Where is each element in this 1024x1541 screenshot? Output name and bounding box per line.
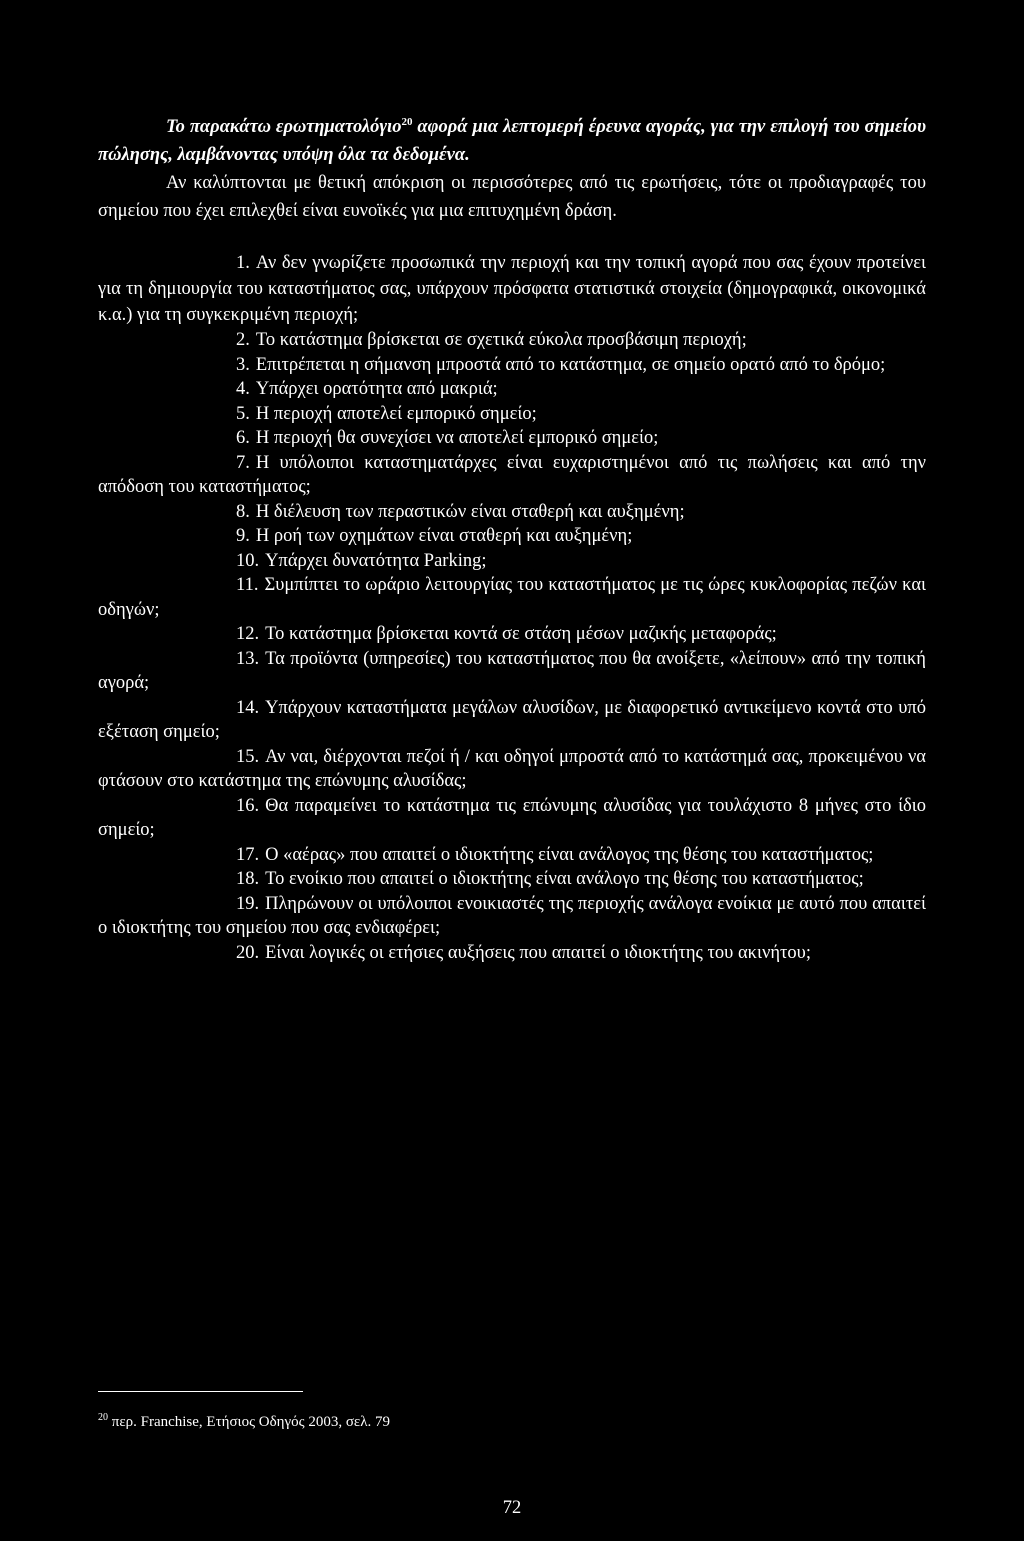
- footnote-text: περ. Franchise, Ετήσιος Οδηγός 2003, σελ. 79: [108, 1414, 390, 1430]
- questionnaire-list: [98, 250, 926, 965]
- intro-bold-text-end: αφορά μια λεπτομερή έρευνα αγοράς, για την επιλογή του σημείου πώλησης, λαμβάνοντας υπόψη όλα τα δεδομένα.: [98, 117, 927, 165]
- question-number: 16.: [236, 795, 260, 816]
- question-text: Είναι λογικές οι ετήσιες αυξήσεις που απαιτεί ο ιδιοκτήτης του ακινήτου;: [265, 942, 811, 963]
- question-text: Η ροή των οχημάτων είναι σταθερή και αυξημένη;: [255, 526, 633, 546]
- question-number: 15.: [236, 746, 260, 767]
- question-item: [98, 573, 926, 622]
- question-number: 14.: [236, 697, 260, 718]
- question-text: Επιτρέπεται η σήμανση μπροστά από το κατάστημα, σε σημείο ορατό από το δρόμο;: [255, 354, 886, 375]
- question-item: [98, 696, 926, 745]
- question-number: 18.: [236, 869, 260, 889]
- question-item: [98, 524, 926, 549]
- question-number: 1.: [236, 253, 250, 273]
- question-text: Η περιοχή θα συνεχίσει να αποτελεί εμπορικό σημείο;: [255, 428, 659, 448]
- question-text: Τα προϊόντα (υπηρεσίες) του καταστήματος που θα ανοίξετε, «λείπουν» από την τοπική αγορά;: [98, 648, 926, 693]
- question-text: Η υπόλοιποι καταστηματάρχες είναι ευχαριστημένοι από τις πωλήσεις και από την απόδοση του καταστήματος;: [98, 452, 926, 497]
- question-text: Η περιοχή αποτελεί εμπορικό σημείο;: [255, 403, 537, 424]
- intro-bold-text-start: Το παρακάτω ερωτηματολόγιο: [166, 117, 402, 137]
- question-item: [98, 647, 926, 696]
- question-text: Το κατάστημα βρίσκεται σε σχετικά εύκολα προσβάσιμη περιοχή;: [255, 330, 747, 350]
- question-text: Αν ναι, διέρχονται πεζοί ή / και οδηγοί μπροστά από το κατάστημά σας, προκειμένου να φτάσουν στο κατάστημα της επώνυμης αλυσίδας;: [98, 746, 926, 791]
- question-number: 2.: [236, 330, 250, 350]
- question-number: 17.: [236, 844, 260, 865]
- question-item: [98, 353, 926, 378]
- question-number: 3.: [236, 354, 250, 375]
- question-text: Το κατάστημα βρίσκεται κοντά σε στάση μέσων μαζικής μεταφοράς;: [265, 624, 777, 644]
- question-item: [98, 451, 926, 500]
- intro-section: [98, 113, 926, 225]
- question-item: [98, 250, 926, 328]
- question-number: 4.: [236, 379, 250, 399]
- question-number: 20.: [236, 942, 260, 963]
- question-text: Η διέλευση των περαστικών είναι σταθερή και αυξημένη;: [255, 501, 685, 522]
- question-item: [98, 377, 926, 402]
- question-number: 6.: [236, 428, 250, 448]
- question-text: Υπάρχουν καταστήματα μεγάλων αλυσίδων, με διαφορετικό αντικείμενο κοντά στο υπό εξέταση σημείο;: [98, 697, 926, 742]
- question-item: [98, 549, 926, 574]
- question-item: [98, 622, 926, 647]
- question-text: Συμπίπτει το ωράριο λειτουργίας του καταστήματος με τις ώρες κυκλοφορίας πεζών και οδηγών;: [98, 575, 926, 620]
- question-item: [98, 402, 926, 427]
- question-number: 8.: [236, 501, 250, 522]
- question-item: [98, 426, 926, 451]
- footnote-reference: 20: [401, 115, 413, 128]
- question-item: [98, 328, 926, 353]
- question-number: 9.: [236, 526, 250, 546]
- question-text: Θα παραμείνει το κατάστημα τις επώνυμης αλυσίδας για τουλάχιστο 8 μήνες στο ίδιο σημείο;: [98, 795, 926, 840]
- footnote-marker: 20: [98, 1412, 108, 1423]
- intro-paragraph: Αν καλύπτονται με θετική απόκριση οι περισσότερες από τις ερωτήσεις, τότε οι προδιαγραφές του σημείου που έχει επιλεχθεί είναι ευνοϊκές για μια επιτυχημένη δράση.: [98, 173, 926, 221]
- question-text: Πληρώνουν οι υπόλοιποι ενοικιαστές της περιοχής ανάλογα ενοίκια με αυτό που απαιτεί ο ιδιοκτήτης του σημείου που σας ενδιαφέρει;: [98, 893, 926, 938]
- question-text: Αν δεν γνωρίζετε προσωπικά την περιοχή και την τοπική αγορά που σας έχουν προτείνει για τη δημιουργία του καταστήματος σας, υπάρχουν πρόσφατα στατιστικά στοιχεία (δημογραφικά, οικονομικά κ.α.) για τη συγκεκριμένη περιοχή;: [98, 253, 926, 325]
- footnote-divider: [98, 1391, 303, 1392]
- question-number: 5.: [236, 403, 250, 424]
- footnote: [98, 1408, 390, 1432]
- question-item: [98, 867, 926, 892]
- page-number: 72: [502, 1498, 522, 1518]
- question-number: 7.: [236, 452, 250, 473]
- question-item: [98, 941, 926, 966]
- question-number: 10.: [236, 550, 260, 571]
- question-number: 19.: [236, 893, 260, 914]
- question-item: [98, 892, 926, 941]
- question-number: 12.: [236, 624, 260, 644]
- question-text: Υπάρχει ορατότητα από μακριά;: [255, 379, 498, 399]
- question-number: 13.: [236, 648, 260, 669]
- question-item: [98, 794, 926, 843]
- question-text: Ο «αέρας» που απαιτεί ο ιδιοκτήτης είναι ανάλογος της θέσης του καταστήματος;: [265, 844, 874, 865]
- question-text: Το ενοίκιο που απαιτεί ο ιδιοκτήτης είναι ανάλογο της θέσης του καταστήματος;: [265, 869, 864, 889]
- question-number: 11.: [236, 575, 259, 595]
- question-item: [98, 745, 926, 794]
- question-item: [98, 843, 926, 868]
- question-item: [98, 500, 926, 525]
- question-text: Υπάρχει δυνατότητα Parking;: [265, 550, 487, 571]
- intro-bold-paragraph: [98, 113, 926, 169]
